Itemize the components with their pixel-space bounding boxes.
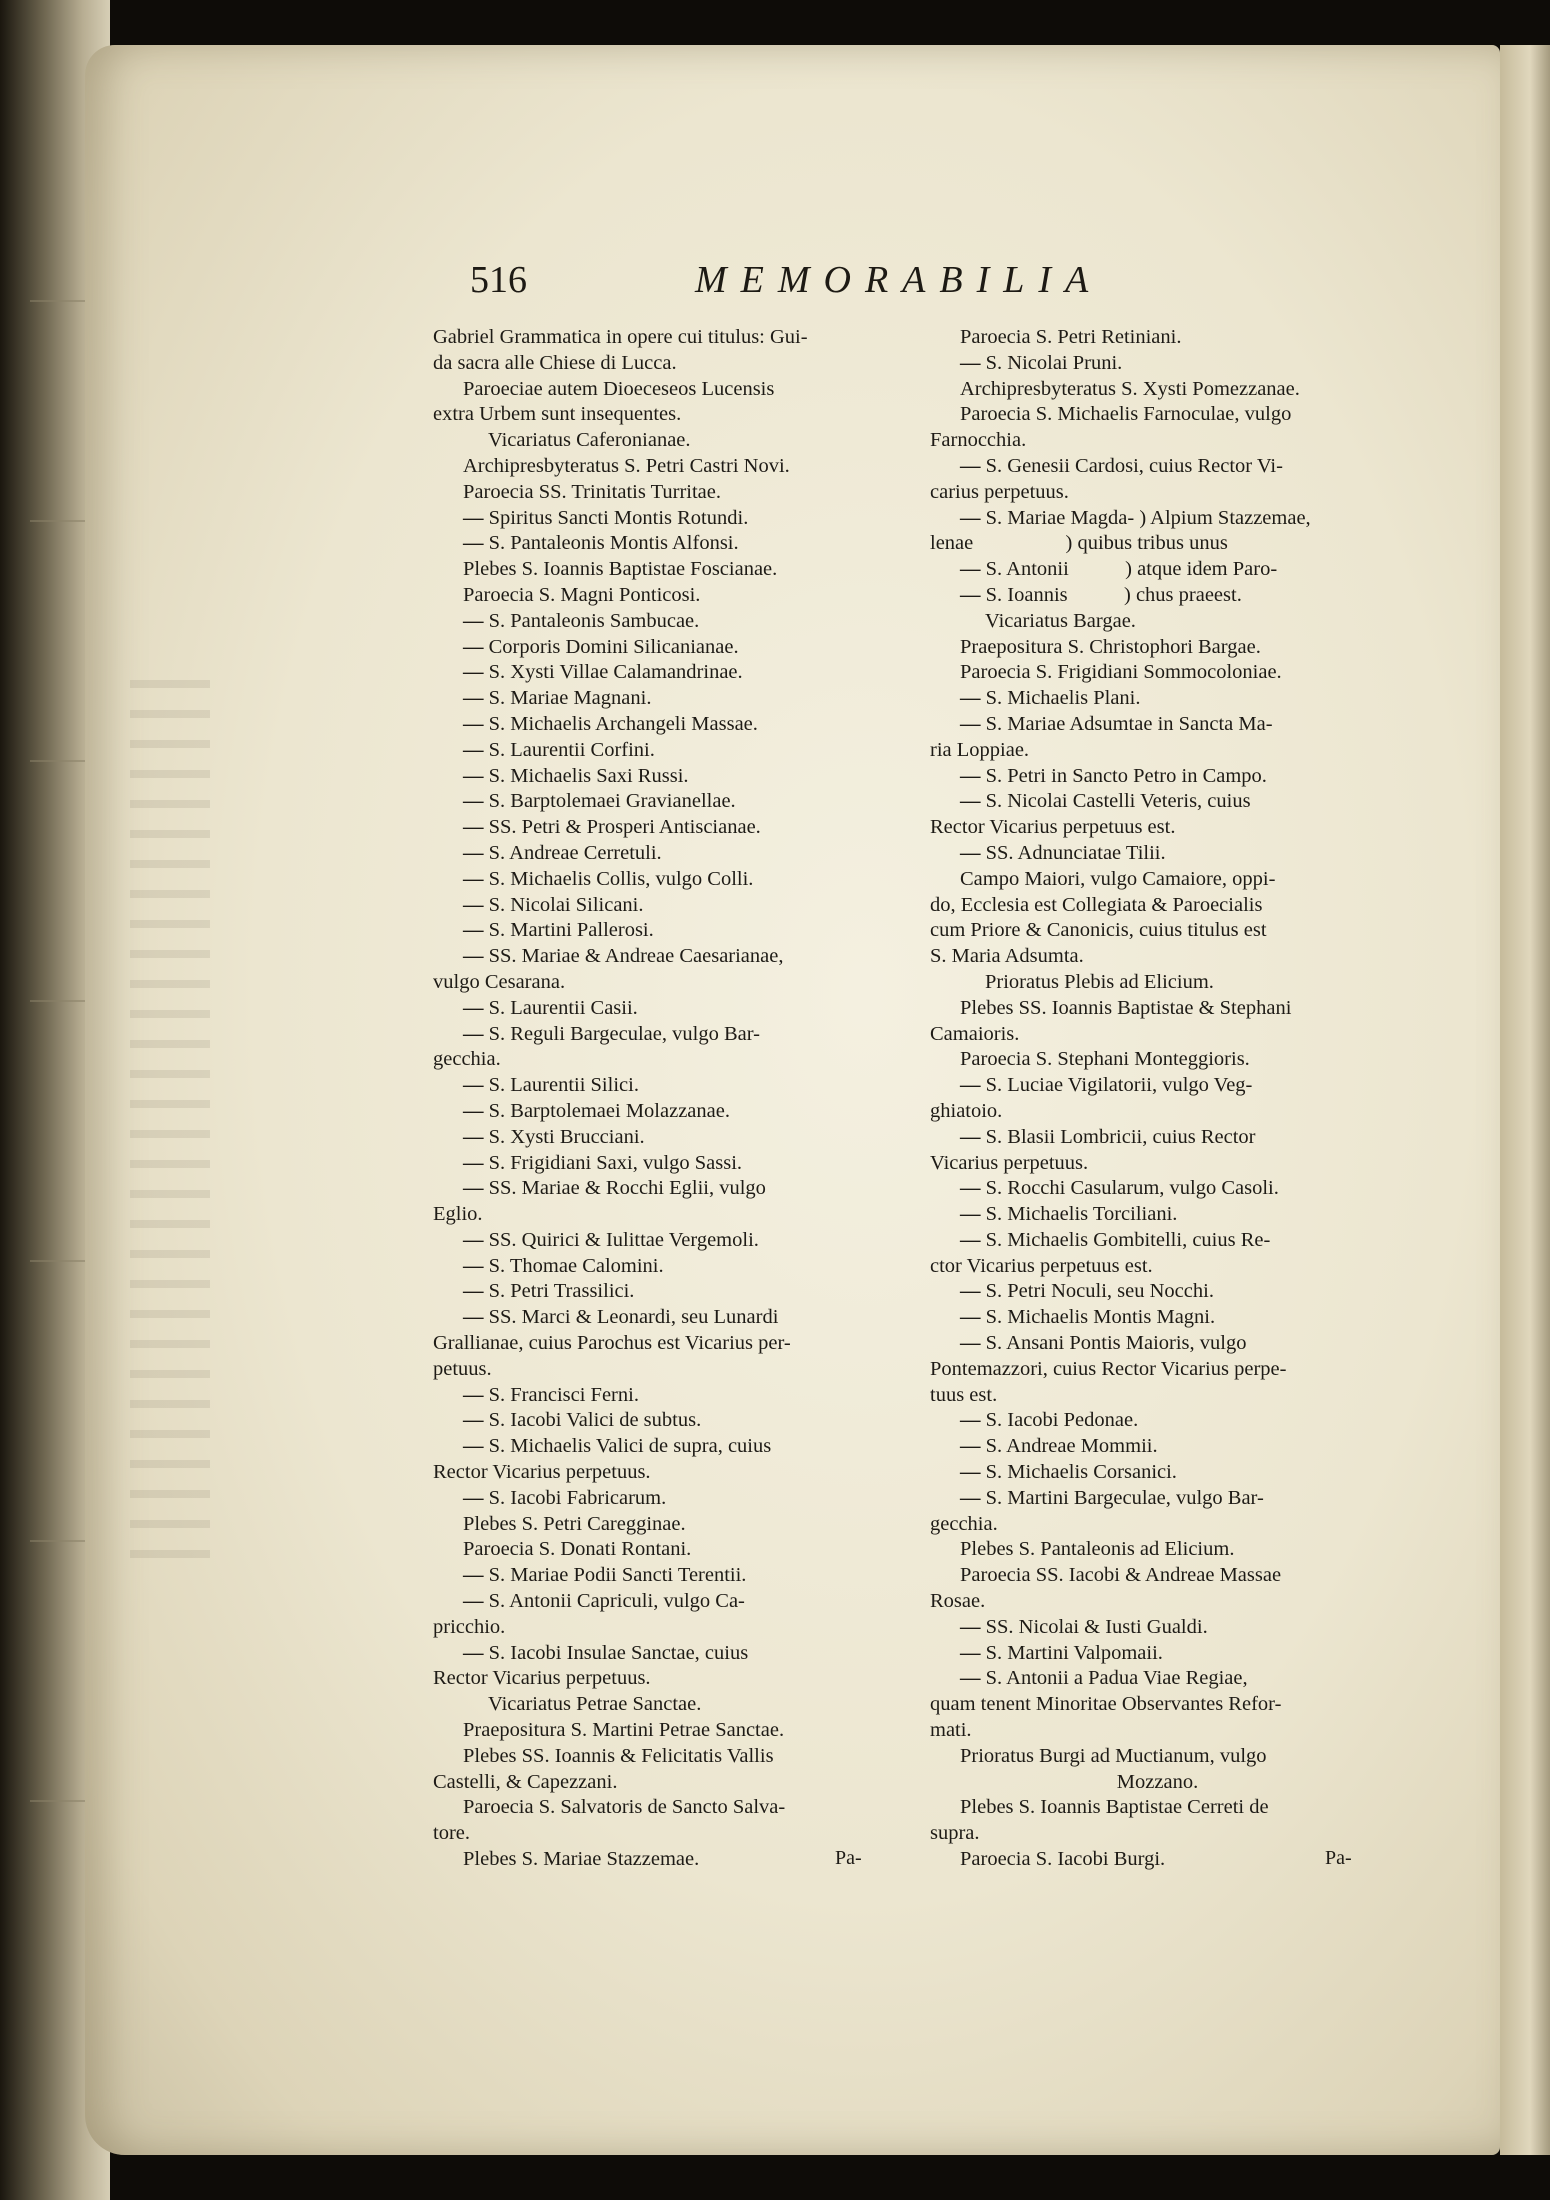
text-line: Paroecia S. Iacobi Burgi. xyxy=(960,1848,1166,1871)
text-line: Plebes SS. Ioannis Baptistae & Stephani xyxy=(960,996,1292,1019)
text-line: Paroecia S. Petri Retiniani. xyxy=(960,326,1182,348)
text-line: — SS. Mariae & Rocchi Eglii, vulgo xyxy=(433,1176,898,1202)
text-line: — S. Martini Valpomaii. xyxy=(930,1641,1385,1667)
text-line: pricchio. xyxy=(433,1615,506,1638)
text-line: — Corporis Domini Silicanianae. xyxy=(433,635,898,661)
text-line: — S. Pantaleonis Montis Alfonsi. xyxy=(433,531,898,557)
text-line: — S. Ansani Pontis Maioris, vulgo xyxy=(930,1331,1385,1357)
text-line: Praepositura S. Martini Petrae Sanctae. xyxy=(463,1719,785,1742)
text-line: — SS. Quirici & Iulittae Vergemoli. xyxy=(433,1228,898,1254)
text-line: — S. Nicolai Castelli Veteris, cuius xyxy=(930,789,1385,815)
text-line: — S. Antonii Capriculi, vulgo Ca- xyxy=(433,1589,898,1615)
text-line: Mozzano. xyxy=(1116,1770,1199,1793)
text-line: ria Loppiae. xyxy=(930,738,1030,761)
text-line: quam tenent Minoritae Observantes Refor- xyxy=(930,1693,1282,1716)
text-line: — S. Laurentii Corfini. xyxy=(433,738,898,764)
text-line: Vicarius perpetuus. xyxy=(930,1151,1089,1174)
text-line: Paroecia S. Magni Ponticosi. xyxy=(463,583,701,606)
text-line: vulgo Cesarana. xyxy=(433,970,566,993)
text-line: Plebes SS. Ioannis & Felicitatis Vallis xyxy=(463,1744,774,1767)
text-line: — S. Iacobi Fabricarum. xyxy=(433,1486,898,1512)
text-line: Plebes S. Ioannis Baptistae Foscianae. xyxy=(463,558,778,581)
text-line: — S. Mariae Magnani. xyxy=(433,686,898,712)
text-line: Paroecia SS. Iacobi & Andreae Massae xyxy=(960,1564,1282,1587)
page-number: 516 xyxy=(470,259,527,301)
text-line: ghiatoio. xyxy=(930,1099,1003,1122)
text-line: — S. Petri in Sancto Petro in Campo. xyxy=(930,764,1385,790)
text-line: — S. Michaelis Plani. xyxy=(930,686,1385,712)
text-line: supra. xyxy=(930,1822,980,1845)
text-line: Paroecia S. Donati Rontani. xyxy=(463,1538,692,1561)
text-line: — S. Michaelis Valici de supra, cuius xyxy=(433,1434,898,1460)
bleed-through-text xyxy=(130,680,210,1580)
text-line: — S. Ioannis ) chus praeest. xyxy=(930,583,1385,609)
text-line: — SS. Mariae & Andreae Caesarianae, xyxy=(433,944,898,970)
text-line: — S. Iacobi Insulae Sanctae, cuius xyxy=(433,1641,898,1667)
text-line: Praepositura S. Christophori Bargae. xyxy=(960,635,1261,658)
text-line: Vicariatus Petrae Sanctae. xyxy=(488,1693,702,1716)
text-line: — S. Iacobi Valici de subtus. xyxy=(433,1408,898,1434)
text-line: Castelli, & Capezzani. xyxy=(433,1770,618,1793)
text-line: — S. Xysti Villae Calamandrinae. xyxy=(433,660,898,686)
text-line: Plebes S. Petri Caregginae. xyxy=(463,1512,686,1535)
left-catchword: Pa- xyxy=(835,1847,862,1869)
text-line: — S. Francisci Ferni. xyxy=(433,1383,898,1409)
text-line: — S. Reguli Bargeculae, vulgo Bar- xyxy=(433,1022,898,1048)
page-header xyxy=(470,258,1550,308)
text-line: — S. Luciae Vigilatorii, vulgo Veg- xyxy=(930,1073,1385,1099)
text-line: cum Priore & Canonicis, cuius titulus est xyxy=(930,919,1267,942)
right-catchword: Pa- xyxy=(1325,1847,1352,1869)
text-line: Plebes S. Ioannis Baptistae Cerreti de xyxy=(960,1796,1269,1819)
text-line: — S. Nicolai Silicani. xyxy=(433,893,898,919)
text-line: Paroecia S. Salvatoris de Sancto Salva- xyxy=(463,1796,786,1819)
text-line: — S. Martini Pallerosi. xyxy=(433,918,898,944)
text-line: mati. xyxy=(930,1719,972,1742)
text-line: Paroecia SS. Trinitatis Turritae. xyxy=(463,480,721,503)
text-line: — S. Andreae Cerretuli. xyxy=(433,841,898,867)
text-line: — S. Nicolai Pruni. xyxy=(930,351,1385,377)
text-line: S. Maria Adsumta. xyxy=(930,945,1084,968)
text-line: — S. Petri Trassilici. xyxy=(433,1279,898,1305)
text-line: — S. Michaelis Gombitelli, cuius Re- xyxy=(930,1228,1385,1254)
text-line: Prioratus Plebis ad Elicium. xyxy=(985,970,1214,993)
text-line: gecchia. xyxy=(930,1512,998,1535)
text-line: — S. Mariae Podii Sancti Terentii. xyxy=(433,1563,898,1589)
text-line: Gabriel Grammatica in opere cui titulus: Gui- xyxy=(433,326,808,348)
text-line: — S. Rocchi Casularum, vulgo Casoli. xyxy=(930,1176,1385,1202)
text-line: lenae ) quibus tribus unus xyxy=(930,532,1228,555)
text-line: — S. Antonii ) atque idem Paro- xyxy=(930,557,1385,583)
right-column xyxy=(930,325,1385,1873)
text-line: — S. Martini Bargeculae, vulgo Bar- xyxy=(930,1486,1385,1512)
left-column xyxy=(433,325,898,1873)
running-title: MEMORABILIA xyxy=(695,259,1103,301)
text-line: tuus est. xyxy=(930,1383,998,1406)
text-line: — S. Barptolemaei Molazzanae. xyxy=(433,1099,898,1125)
text-line: — S. Michaelis Archangeli Massae. xyxy=(433,712,898,738)
text-line: ctor Vicarius perpetuus est. xyxy=(930,1254,1153,1277)
text-line: — S. Frigidiani Saxi, vulgo Sassi. xyxy=(433,1151,898,1177)
text-line: — S. Laurentii Silici. xyxy=(433,1073,898,1099)
text-line: Prioratus Burgi ad Muctianum, vulgo xyxy=(960,1744,1267,1767)
text-line: — S. Genesii Cardosi, cuius Rector Vi- xyxy=(930,454,1385,480)
text-line: — S. Thomae Calomini. xyxy=(433,1254,898,1280)
text-line: petuus. xyxy=(433,1357,492,1380)
text-line: Grallianae, cuius Parochus est Vicarius per- xyxy=(433,1332,791,1355)
text-line: — S. Michaelis Torciliani. xyxy=(930,1202,1385,1228)
text-line: — S. Michaelis Montis Magni. xyxy=(930,1305,1385,1331)
text-line: extra Urbem sunt insequentes. xyxy=(433,403,682,426)
text-line: Plebes S. Pantaleonis ad Elicium. xyxy=(960,1538,1235,1561)
text-line: Archipresbyteratus S. Petri Castri Novi. xyxy=(463,454,790,477)
text-line: — S. Blasii Lombricii, cuius Rector xyxy=(930,1125,1385,1151)
text-line: — S. Petri Noculi, seu Nocchi. xyxy=(930,1279,1385,1305)
text-line: — SS. Nicolai & Iusti Gualdi. xyxy=(930,1615,1385,1641)
text-line: — SS. Marci & Leonardi, seu Lunardi xyxy=(433,1305,898,1331)
text-line: Plebes S. Mariae Stazzemae. xyxy=(463,1848,700,1871)
text-line: da sacra alle Chiese di Lucca. xyxy=(433,351,677,374)
text-line: — Spiritus Sancti Montis Rotundi. xyxy=(433,506,898,532)
text-line: — S. Mariae Magda- ) Alpium Stazzemae, xyxy=(930,506,1385,532)
text-line: — SS. Adnunciatae Tilii. xyxy=(930,841,1385,867)
text-line: Archipresbyteratus S. Xysti Pomezzanae. xyxy=(960,377,1300,400)
text-line: Campo Maiori, vulgo Camaiore, oppi- xyxy=(960,867,1276,890)
text-line: — S. Barptolemaei Gravianellae. xyxy=(433,789,898,815)
text-line: — SS. Petri & Prosperi Antiscianae. xyxy=(433,815,898,841)
text-line: — S. Pantaleonis Sambucae. xyxy=(433,609,898,635)
text-line: gecchia. xyxy=(433,1048,501,1071)
text-line: Rector Vicarius perpetuus. xyxy=(433,1461,651,1484)
text-line: — S. Xysti Brucciani. xyxy=(433,1125,898,1151)
text-line: Rector Vicarius perpetuus est. xyxy=(930,816,1176,839)
text-line: Eglio. xyxy=(433,1203,483,1226)
next-page-edge xyxy=(1500,45,1550,2155)
text-line: do, Ecclesia est Collegiata & Paroecialis xyxy=(930,893,1263,916)
text-line: — S. Michaelis Collis, vulgo Colli. xyxy=(433,867,898,893)
text-line: Pontemazzori, cuius Rector Vicarius perpe- xyxy=(930,1357,1287,1380)
text-line: Vicariatus Caferonianae. xyxy=(488,429,691,452)
text-line: Rosae. xyxy=(930,1590,986,1613)
text-line: Paroecia S. Stephani Monteggioris. xyxy=(960,1048,1250,1071)
text-line: Camaioris. xyxy=(930,1022,1020,1045)
text-line: — S. Andreae Mommii. xyxy=(930,1434,1385,1460)
text-line: — S. Michaelis Saxi Russi. xyxy=(433,764,898,790)
text-line: tore. xyxy=(433,1822,470,1845)
text-line: Paroeciae autem Dioeceseos Lucensis xyxy=(463,377,775,400)
text-line: — S. Antonii a Padua Viae Regiae, xyxy=(930,1666,1385,1692)
text-line: carius perpetuus. xyxy=(930,480,1069,503)
text-line: Paroecia S. Michaelis Farnoculae, vulgo xyxy=(960,403,1292,426)
text-line: Vicariatus Bargae. xyxy=(985,609,1136,632)
text-line: — S. Iacobi Pedonae. xyxy=(930,1408,1385,1434)
text-line: — S. Michaelis Corsanici. xyxy=(930,1460,1385,1486)
text-line: Paroecia S. Frigidiani Sommocoloniae. xyxy=(960,661,1282,684)
text-line: — S. Laurentii Casii. xyxy=(433,996,898,1022)
text-line: — S. Mariae Adsumtae in Sancta Ma- xyxy=(930,712,1385,738)
text-line: Rector Vicarius perpetuus. xyxy=(433,1667,651,1690)
text-line: Farnocchia. xyxy=(930,429,1027,452)
